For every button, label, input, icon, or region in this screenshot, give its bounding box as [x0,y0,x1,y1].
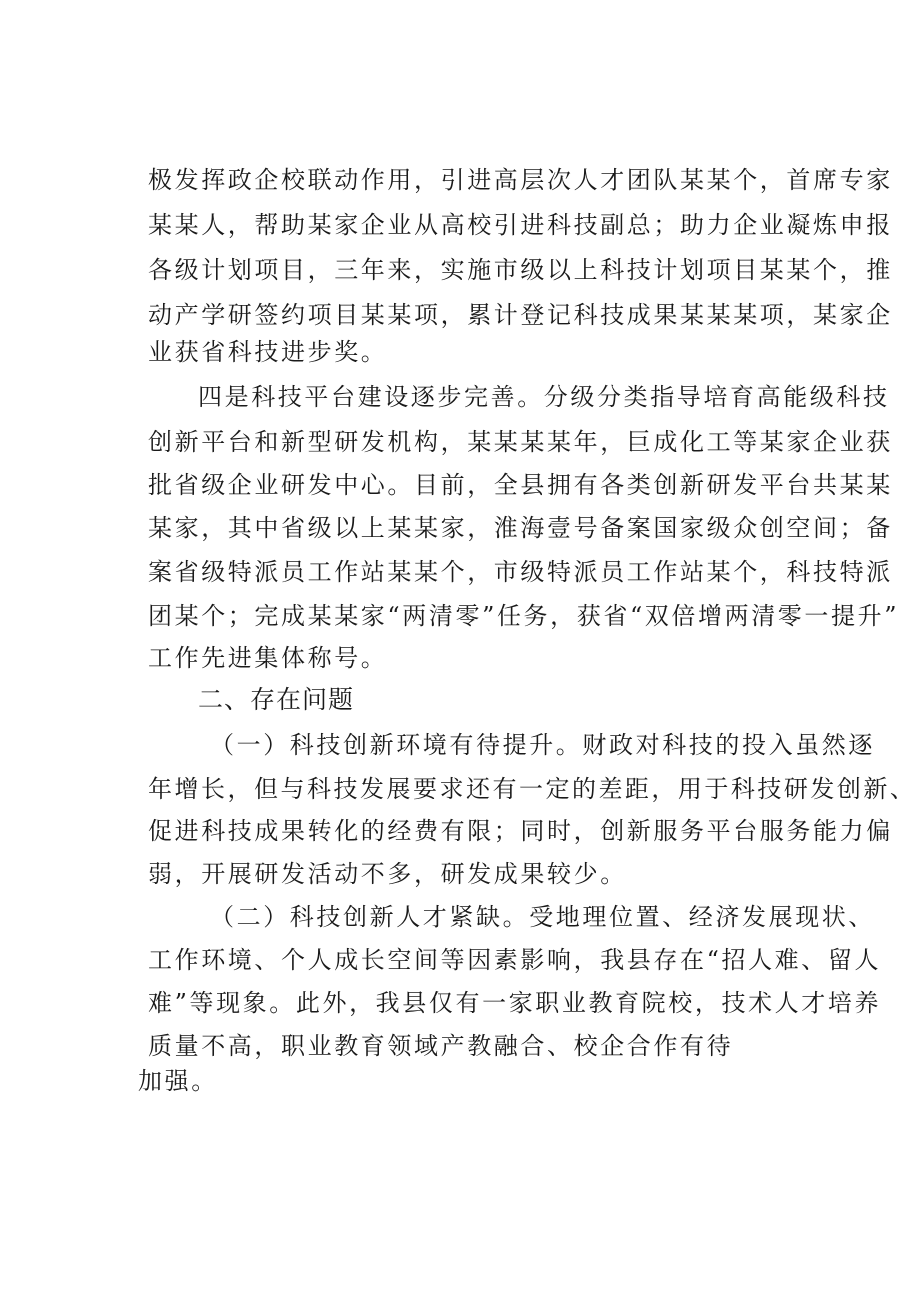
paragraph-line: 某某人，帮助某家企业从高校引进科技副总；助力企业凝炼申报 [148,211,893,239]
paragraph-line: 促进科技成果转化的经费有限；同时，创新服务平台服务能力偏 [148,817,893,845]
paragraph-line: 工作环境、个人成长空间等因素影响，我县存在“招人难、留人 [148,946,882,974]
paragraph-line: 难”等现象。此外，我县仅有一家职业教育院校，技术人才培养 [148,989,882,1017]
paragraph-line: 加强。 [138,1067,218,1095]
section-heading: 二、存在问题 [198,685,355,714]
paragraph-line: 业获省科技进步奖。 [148,338,388,366]
paragraph-line: 各级计划项目，三年来，实施市级以上科技计划项目某某个，推 [148,256,893,284]
paragraph-line: 年增长，但与科技发展要求还有一定的差距，用于科技研发创新、 [148,775,917,803]
paragraph-line: 四是科技平台建设逐步完善。分级分类指导培育高能级科技 [198,383,890,411]
paragraph-line: （二）科技创新人才紧缺。受地理位置、经济发展现状、 [210,903,875,931]
paragraph-line: 团某个；完成某某家“两清零”任务，获省“双倍增两清零一提升” [148,602,900,630]
paragraph-line: 质量不高，职业教育领域产教融合、校企合作有待 [148,1032,734,1060]
paragraph-line: 某家，其中省级以上某某家，淮海壹号备案国家级众创空间；备 [148,514,893,542]
paragraph-line: 极发挥政企校联动作用，引进高层次人才团队某某个，首席专家 [148,166,893,194]
paragraph-line: 动产学研签约项目某某项，累计登记科技成果某某某项，某家企 [148,301,893,329]
paragraph-line: 创新平台和新型研发机构，某某某某年，巨成化工等某家企业获 [148,428,893,456]
paragraph-line: （一）科技创新环境有待提升。财政对科技的投入虽然逐 [210,731,875,759]
paragraph-line: 案省级特派员工作站某某个，市级特派员工作站某个，科技特派 [148,558,893,586]
paragraph-line: 工作先进集体称号。 [148,644,388,672]
paragraph-line: 批省级企业研发中心。目前，全县拥有各类创新研发平台共某某 [148,471,893,499]
paragraph-line: 弱，开展研发活动不多，研发成果较少。 [148,860,627,888]
